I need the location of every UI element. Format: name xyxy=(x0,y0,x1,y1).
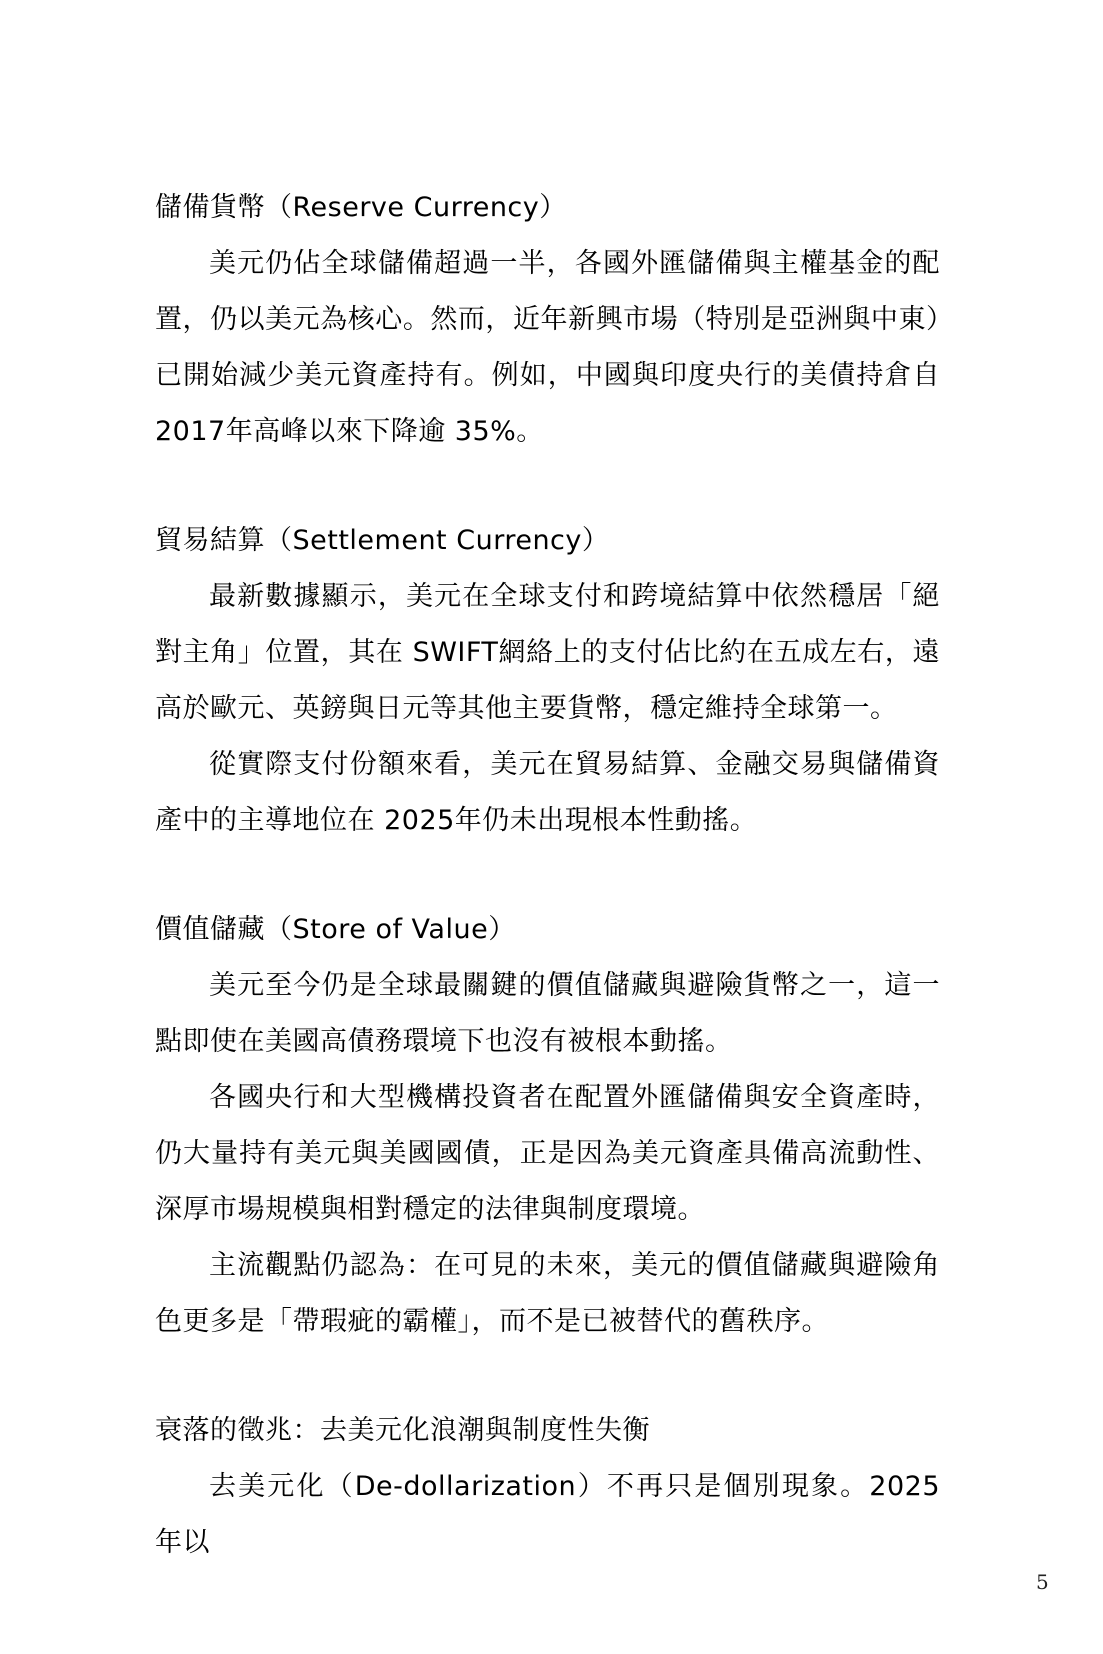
section-reserve-currency xyxy=(155,180,940,460)
section-gap xyxy=(155,849,940,902)
paragraph: 各國央行和大型機構投資者在配置外匯儲備與安全資產時，仍大量持有美元與美國國債，正是因為美元資產具備高流動性、深厚市場規模與相對穩定的法律與制度環境。 xyxy=(155,1082,940,1225)
paragraph: 美元仍佔全球儲備超過一半，各國外匯儲備與主權基金的配置，仍以美元為核心。然而，近年新興市場（特別是亞洲與中東）已開始減少美元資產持有。例如，中國與印度央行的美債持倉自 2017年高峰以來下降逾 35%。 xyxy=(155,248,940,447)
section-settlement-currency xyxy=(155,513,940,849)
paragraph: 去美元化（De-dollarization）不再只是個別現象。2025年以 xyxy=(155,1471,940,1558)
paragraph: 主流觀點仍認為：在可見的未來，美元的價值儲藏與避險角色更多是「帶瑕疵的霸權」，而不是已被替代的舊秩序。 xyxy=(155,1250,940,1337)
page-number: 5 xyxy=(1036,1570,1049,1594)
section-gap xyxy=(155,460,940,513)
paragraph: 最新數據顯示，美元在全球支付和跨境結算中依然穩居「絕對主角」位置，其在 SWIFT網絡上的支付佔比約在五成左右，遠高於歐元、英鎊與日元等其他主要貨幣，穩定維持全球第一。 xyxy=(155,581,940,724)
section-heading: 價值儲藏（Store of Value） xyxy=(155,914,516,945)
section-heading: 貿易結算（Settlement Currency） xyxy=(155,525,610,556)
section-decline-signs xyxy=(155,1403,940,1571)
page-content xyxy=(155,180,940,1571)
section-heading: 衰落的徵兆：去美元化浪潮與制度性失衡 xyxy=(155,1415,650,1446)
paragraph: 從實際支付份額來看，美元在貿易結算、金融交易與儲備資產中的主導地位在 2025年仍未出現根本性動搖。 xyxy=(155,749,940,836)
section-store-of-value xyxy=(155,902,940,1350)
section-heading: 儲備貨幣（Reserve Currency） xyxy=(155,192,567,223)
paragraph: 美元至今仍是全球最關鍵的價值儲藏與避險貨幣之一，這一點即使在美國高債務環境下也沒有被根本動搖。 xyxy=(155,970,940,1057)
section-gap xyxy=(155,1350,940,1403)
